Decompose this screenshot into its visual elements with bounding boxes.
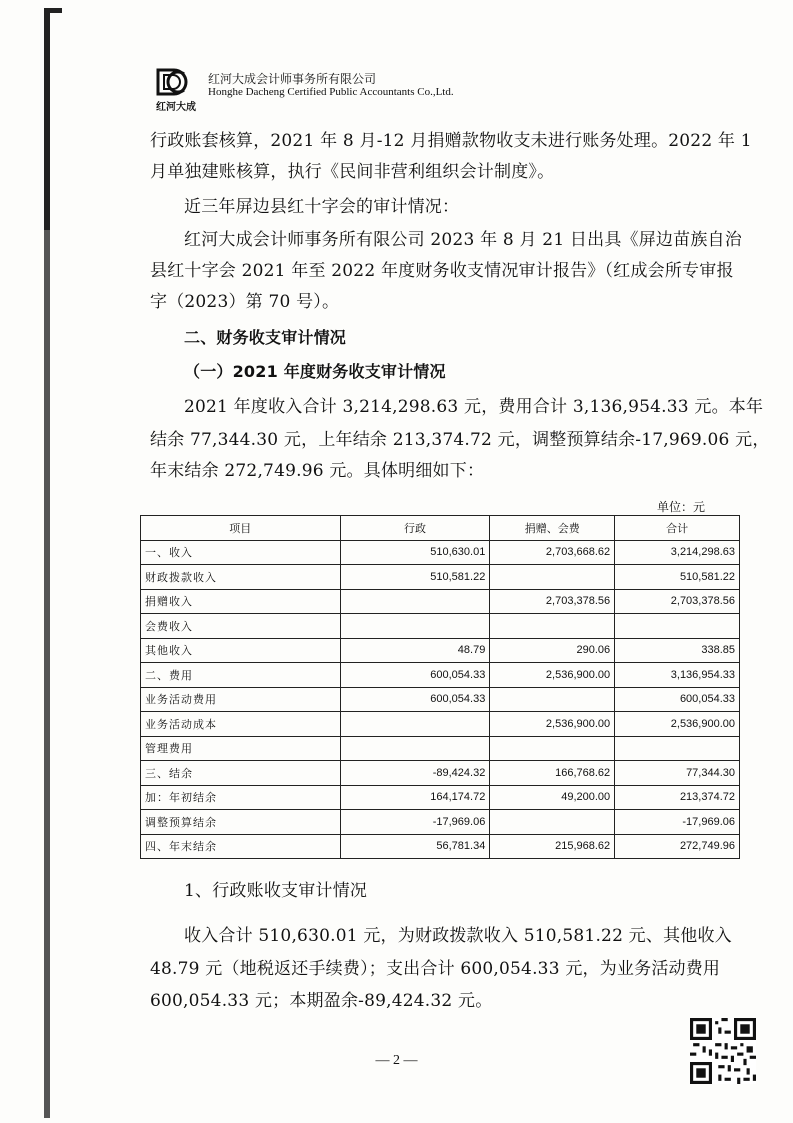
- row-label: 财政拨款收入: [141, 565, 341, 590]
- cell-admin: 164,174.72: [340, 785, 490, 810]
- header-admin: 行政: [340, 516, 490, 541]
- cell-admin: [340, 589, 490, 614]
- table-row: [141, 638, 740, 663]
- cell-total: 213,374.72: [615, 785, 740, 810]
- paragraph-line: 收入合计 510,630.01 元，为财政拨款收入 510,581.22 元、其他收入: [184, 926, 732, 946]
- paragraph-line: 结余 77,344.30 元，上年结余 213,374.72 元，调整预算结余-17,969.06 元，: [150, 430, 770, 450]
- row-label: 调整预算结余: [141, 810, 341, 835]
- table-row: [141, 785, 740, 810]
- cell-donation: 2,703,668.62: [490, 540, 615, 565]
- paragraph-line: 月单独建账核算，执行《民间非营利组织会计制度》。: [150, 162, 555, 182]
- paragraph-line: 48.79 元（地税返还手续费）；支出合计 600,054.33 元，为业务活动费用: [150, 959, 721, 979]
- table-row: [141, 761, 740, 786]
- header-item: 项目: [141, 516, 341, 541]
- cell-donation: [490, 614, 615, 639]
- cell-admin: 56,781.34: [340, 834, 490, 859]
- row-label: 三、结余: [141, 761, 341, 786]
- cell-admin: 48.79: [340, 638, 490, 663]
- cell-admin: 510,630.01: [340, 540, 490, 565]
- paragraph-line: 行政账套核算，2021 年 8 月-12 月捐赠款物收支未进行账务处理。2022 年 1: [150, 131, 752, 151]
- firm-name-en: Honghe Dacheng Certified Public Accountants Co.,Ltd.: [208, 86, 454, 98]
- cell-total: 2,536,900.00: [615, 712, 740, 737]
- table-row: [141, 834, 740, 859]
- cell-admin: 510,581.22: [340, 565, 490, 590]
- row-label: 其他收入: [141, 638, 341, 663]
- table-unit: 单位：元: [657, 500, 706, 514]
- financial-table: [140, 515, 740, 859]
- cell-total: 77,344.30: [615, 761, 740, 786]
- subsection-heading: （一）2021 年度财务收支审计情况: [184, 362, 446, 381]
- cell-total: [615, 614, 740, 639]
- table-row: [141, 540, 740, 565]
- cell-donation: [490, 810, 615, 835]
- qr-code-icon: [690, 1018, 756, 1084]
- paragraph-line: 县红十字会 2021 年至 2022 年度财务收支情况审计报告》（红成会所专审报: [150, 261, 734, 281]
- cell-admin: 600,054.33: [340, 663, 490, 688]
- logo-text: 红河大成: [156, 102, 196, 113]
- cell-admin: [340, 614, 490, 639]
- table-row: [141, 589, 740, 614]
- cell-donation: 2,536,900.00: [490, 712, 615, 737]
- paragraph-line: 2021 年度收入合计 3,214,298.63 元，费用合计 3,136,954.33 元。本年: [184, 397, 764, 417]
- table-row: [141, 614, 740, 639]
- header-total: 合计: [615, 516, 740, 541]
- firm-name-cn: 红河大成会计师事务所有限公司: [208, 72, 377, 86]
- table-row: [141, 663, 740, 688]
- paragraph-line: 红河大成会计师事务所有限公司 2023 年 8 月 21 日出具《屏边苗族自治: [184, 230, 742, 250]
- cell-donation: 215,968.62: [490, 834, 615, 859]
- cell-total: 2,703,378.56: [615, 589, 740, 614]
- paragraph-line: 600,054.33 元；本期盈余-89,424.32 元。: [150, 991, 493, 1011]
- cell-total: 338.85: [615, 638, 740, 663]
- cell-total: 3,214,298.63: [615, 540, 740, 565]
- cell-donation: 2,536,900.00: [490, 663, 615, 688]
- table-row: [141, 565, 740, 590]
- header-donation: 捐赠、会费: [490, 516, 615, 541]
- row-label: 一、收入: [141, 540, 341, 565]
- section-heading: 二、财务收支审计情况: [184, 328, 347, 347]
- cell-admin: [340, 736, 490, 761]
- table-row: [141, 687, 740, 712]
- table-row: [141, 712, 740, 737]
- cell-admin: 600,054.33: [340, 687, 490, 712]
- row-label: 会费收入: [141, 614, 341, 639]
- paragraph-line: 字（2023）第 70 号）。: [150, 292, 340, 312]
- cell-total: 600,054.33: [615, 687, 740, 712]
- firm-logo-icon: [156, 68, 194, 96]
- cell-total: 272,749.96: [615, 834, 740, 859]
- row-label: 加：年初结余: [141, 785, 341, 810]
- cell-total: [615, 736, 740, 761]
- cell-total: -17,969.06: [615, 810, 740, 835]
- binding-edge-hook: [44, 8, 62, 13]
- cell-donation: 49,200.00: [490, 785, 615, 810]
- cell-admin: [340, 712, 490, 737]
- cell-donation: 2,703,378.56: [490, 589, 615, 614]
- cell-total: 510,581.22: [615, 565, 740, 590]
- cell-donation: 166,768.62: [490, 761, 615, 786]
- subsection-heading: 1、行政账收支审计情况: [184, 881, 368, 901]
- cell-admin: -17,969.06: [340, 810, 490, 835]
- row-label: 四、年末结余: [141, 834, 341, 859]
- row-label: 二、费用: [141, 663, 341, 688]
- table-row: [141, 810, 740, 835]
- cell-donation: [490, 565, 615, 590]
- cell-donation: 290.06: [490, 638, 615, 663]
- cell-admin: -89,424.32: [340, 761, 490, 786]
- page-number: — 2 —: [375, 1053, 418, 1068]
- paragraph-line: 近三年屏边县红十字会的审计情况：: [184, 197, 460, 217]
- table-row: [141, 736, 740, 761]
- row-label: 业务活动成本: [141, 712, 341, 737]
- row-label: 业务活动费用: [141, 687, 341, 712]
- binding-edge-mark: [44, 8, 50, 1118]
- cell-donation: [490, 736, 615, 761]
- row-label: 捐赠收入: [141, 589, 341, 614]
- table-header-row: [141, 516, 740, 541]
- paragraph-line: 年末结余 272,749.96 元。具体明细如下：: [150, 461, 485, 481]
- row-label: 管理费用: [141, 736, 341, 761]
- cell-total: 3,136,954.33: [615, 663, 740, 688]
- cell-donation: [490, 687, 615, 712]
